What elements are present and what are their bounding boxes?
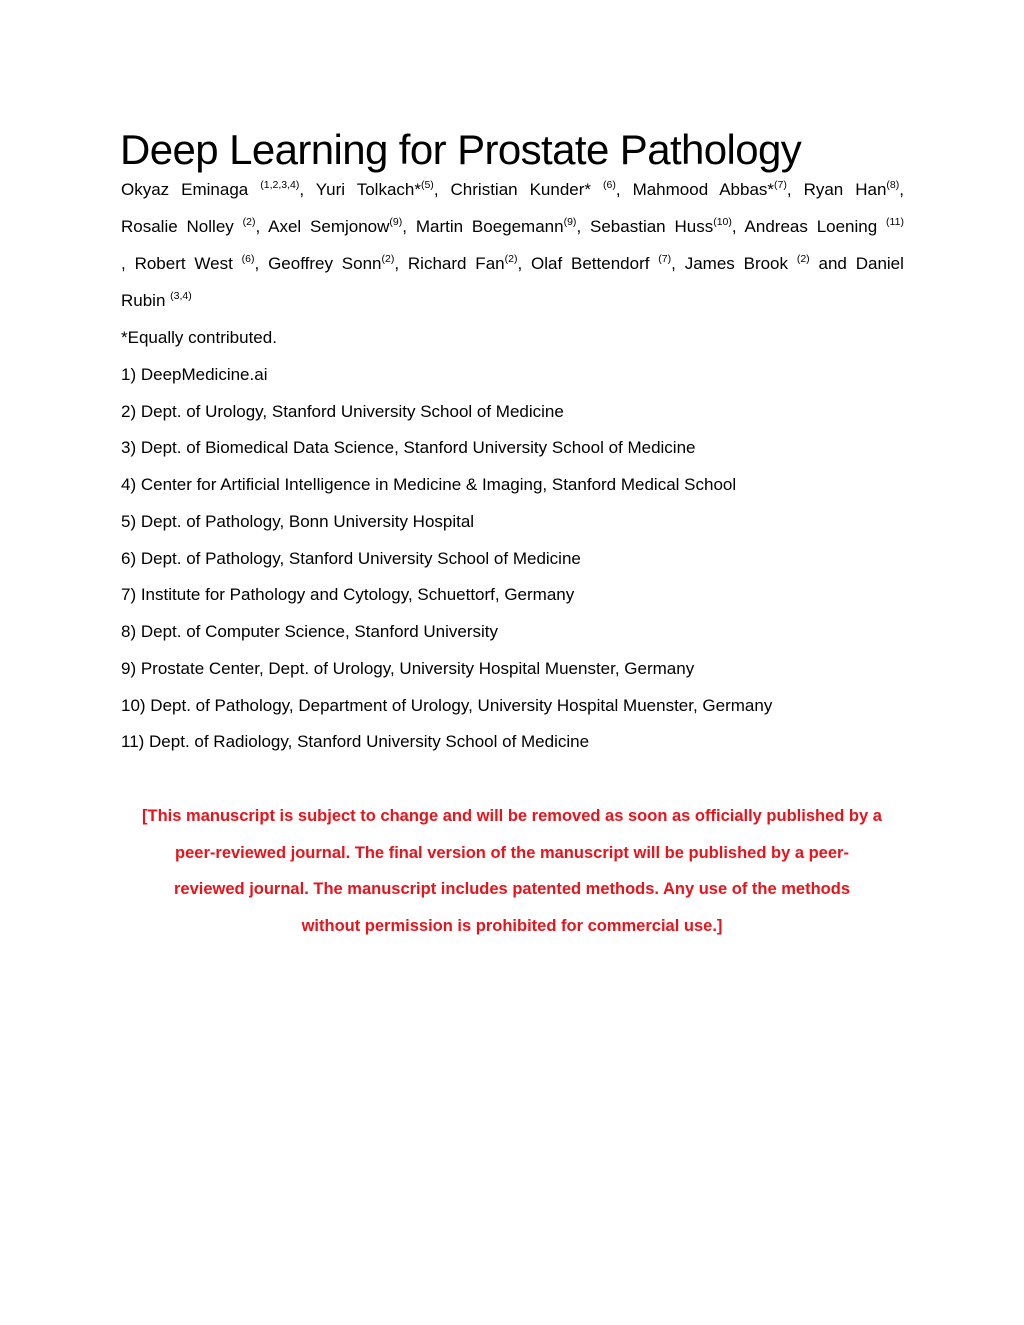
author-name: Richard Fan (407, 254, 505, 273)
author-name: Ryan Han (803, 180, 887, 199)
affiliation-item: 10) Dept. of Pathology, Department of Urology, University Hospital Muenster, Germany (121, 696, 773, 715)
author-name: Mahmood Abbas* (632, 180, 775, 199)
author-separator: , (402, 217, 407, 236)
author-separator: , (899, 180, 904, 199)
author-line-2 (121, 216, 904, 238)
author-affiliation-marker: (2) (242, 216, 256, 228)
author-separator: , (517, 254, 523, 273)
author-separator: , (576, 217, 582, 236)
author-name: Sebastian Huss (590, 217, 714, 236)
author-line-1 (121, 179, 904, 201)
author-name: Daniel (855, 254, 904, 273)
manuscript-notice-line: [This manuscript is subject to change and will be removed as soon as officially published by a (142, 807, 882, 825)
author-separator: , (615, 180, 621, 199)
affiliation-item: 11) Dept. of Radiology, Stanford University School of Medicine (121, 732, 590, 751)
manuscript-notice-line: reviewed journal. The manuscript includes patented methods. Any use of the methods (173, 880, 850, 898)
author-name: Olaf Bettendorf (531, 254, 650, 273)
author-name: Rubin (121, 291, 166, 310)
author-name: James Brook (684, 254, 789, 273)
author-separator: , (786, 180, 792, 199)
author-name: Okyaz Eminaga (121, 180, 249, 199)
author-affiliation-marker: (5) (420, 179, 434, 191)
author-name: Axel Semjonow (268, 217, 390, 236)
author-name: Yuri Tolkach* (315, 180, 421, 199)
author-name: Geoffrey Sonn (268, 254, 382, 273)
author-affiliation-marker: (6) (603, 179, 616, 191)
affiliation-item: 5) Dept. of Pathology, Bonn University Hospital (121, 512, 475, 531)
author-affiliation-marker: (2) (796, 253, 810, 265)
author-separator: , (255, 217, 261, 236)
author-name: Andreas Loening (744, 217, 878, 236)
author-affiliation-marker: (11) (886, 216, 904, 228)
author-affiliation-marker: (10) (713, 216, 732, 228)
author-name: Christian Kunder* (450, 180, 592, 199)
author-conjunction: and (818, 254, 847, 273)
author-name: Martin Boegemann (415, 217, 564, 236)
author-separator: , (394, 254, 400, 273)
author-affiliation-marker: (2) (504, 253, 518, 265)
author-affiliation-marker: (9) (563, 216, 577, 228)
author-separator: , (254, 254, 260, 273)
affiliation-item: 4) Center for Artificial Intelligence in Medicine & Imaging, Stanford Medical School (121, 475, 737, 494)
author-affiliation-marker: (3,4) (170, 290, 192, 302)
affiliation-item: 3) Dept. of Biomedical Data Science, Stanford University School of Medicine (121, 438, 696, 457)
affiliation-item: 6) Dept. of Pathology, Stanford University School of Medicine (121, 549, 581, 568)
affiliation-item: 7) Institute for Pathology and Cytology, Schuettorf, Germany (121, 585, 575, 604)
author-separator: , (299, 180, 305, 199)
manuscript-notice-line: without permission is prohibited for commercial use.] (301, 917, 723, 935)
author-line-3 (121, 253, 904, 275)
equal-contribution-note: *Equally contributed. (121, 328, 277, 347)
author-affiliation-marker: (7) (774, 179, 787, 191)
author-affiliation-marker: (8) (886, 179, 900, 191)
paper-title: Deep Learning for Prostate Pathology (120, 126, 802, 173)
affiliation-item: 9) Prostate Center, Dept. of Urology, University Hospital Muenster, Germany (121, 659, 695, 678)
author-affiliation-marker: (7) (658, 253, 672, 265)
author-separator: , (433, 180, 439, 199)
author-name: Robert West (134, 254, 233, 273)
author-affiliation-marker: (9) (389, 216, 403, 228)
author-line-4 (121, 290, 192, 312)
manuscript-notice-line: peer-reviewed journal. The final version of the manuscript will be published by a peer- (175, 844, 849, 862)
author-affiliation-marker: (2) (381, 253, 395, 265)
affiliation-item: 8) Dept. of Computer Science, Stanford University (121, 622, 498, 641)
author-prefix: , (121, 254, 126, 273)
author-separator: , (731, 217, 737, 236)
affiliation-item: 1) DeepMedicine.ai (121, 365, 268, 384)
author-name: Rosalie Nolley (121, 217, 234, 236)
affiliation-item: 2) Dept. of Urology, Stanford University School of Medicine (121, 402, 564, 421)
author-affiliation-marker: (6) (241, 253, 255, 265)
author-separator: , (671, 254, 676, 273)
author-affiliation-marker: (1,2,3,4) (260, 179, 300, 191)
